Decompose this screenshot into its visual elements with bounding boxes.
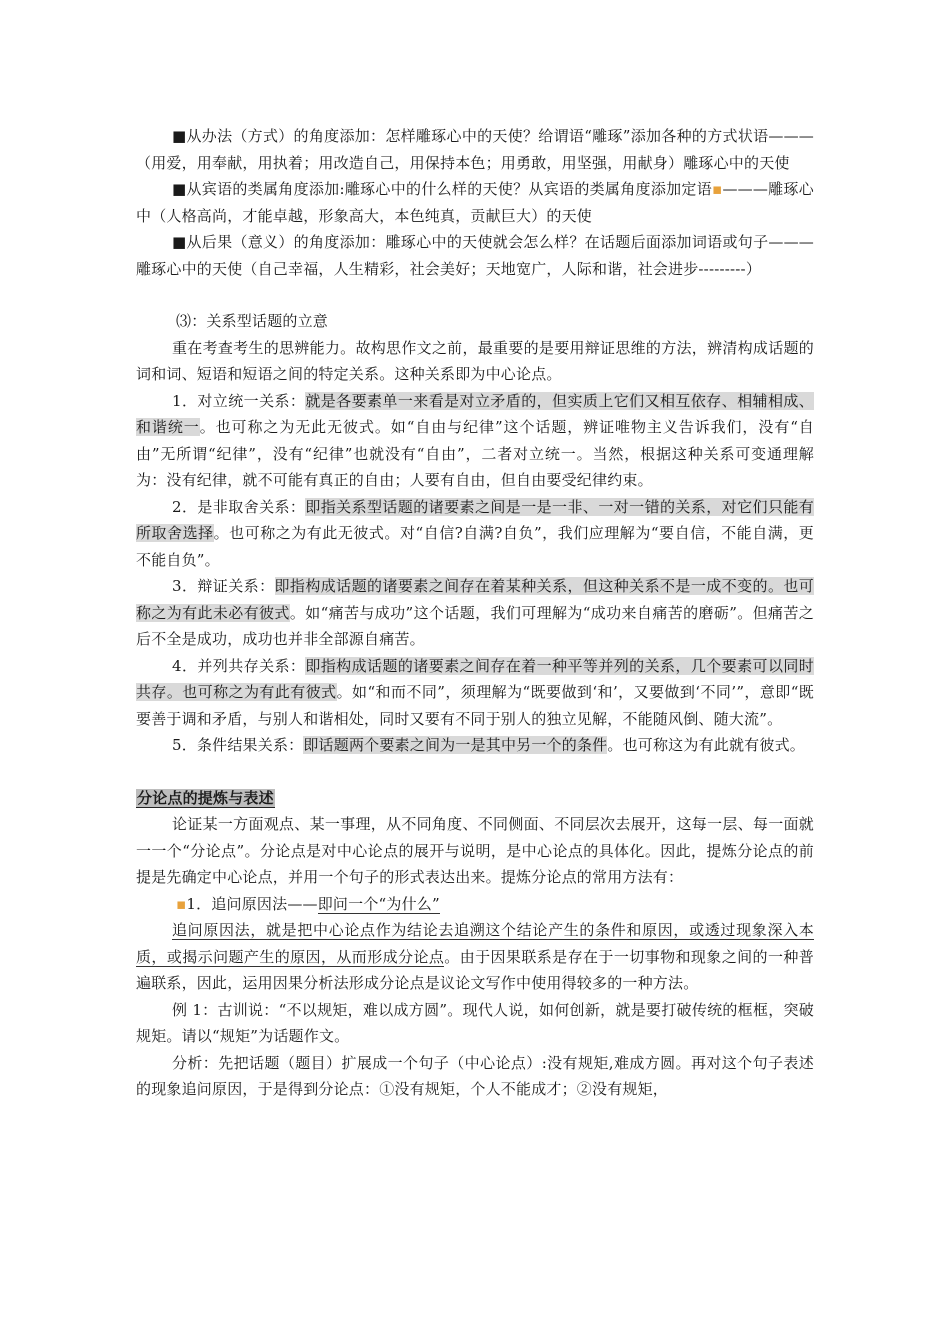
- section-title-sub-arguments: 分论点的提炼与表述: [137, 788, 274, 807]
- paragraph-sub-intro: 论证某一方面观点、某一事理，从不同角度、不同侧面、不同层次去展开，这每一层、每一面就一一个“分论点”。分论点是对中心论点的展开与说明，是中心论点的具体化。因此，提炼分论点的前提是先确定中心论点，并用一个句子的形式表达出来。提炼分论点的常用方法有：: [136, 815, 814, 886]
- highlight: 即指构成话题的诸要素之间存在着一种平等并列的关系，几个要素可以同时共存。也可称之为有此有彼式: [136, 656, 814, 701]
- cursor-mark: ▪: [712, 180, 723, 198]
- paragraph-method-angle: ■从办法（方式）的角度添加：怎样雕琢心中的天使？给谓语“雕琢”添加各种的方式状语———（用爱，用奉献，用执着；用改造自己，用保持本色；用勇敢，用坚强，用献身）雕琢心中的天使: [136, 127, 814, 172]
- paragraph-ask-why: 追问原因法，就是把中心论点作为结论去追溯这个结论产生的条件和原因，或透过现象深入本质，或揭示问题产生的原因，从而形成分论点。由于因果联系是存在于一切事物和现象之间的一种普遍联系，因此，运用因果分析法形成分论点是议论文写作中使用得较多的一种方法。: [136, 921, 814, 992]
- item-condition-result: 5．条件结果关系：即话题两个要素之间为一是其中另一个的条件。也可称这为有此就有彼式。: [172, 736, 805, 754]
- highlight: 即指关系型话题的诸要素之间是一是一非、一对一错的关系，对它们只能有所取舍选择: [136, 497, 814, 542]
- highlight: 即指构成话题的诸要素之间存在着某种关系，但这种关系不是一成不变的。也可称之为有此未必有彼式: [136, 577, 814, 622]
- item-dialectical: 3．辩证关系：即指构成话题的诸要素之间存在着某种关系，但这种关系不是一成不变的。也可称之为有此未必有彼式。如“痛苦与成功”这个话题，我们可理解为“成功来自痛苦的磨砺”。但痛苦之后不全是成功，成功也并非全部源自痛苦。: [136, 577, 814, 648]
- item-unity-of-opposites: 1．对立统一关系：就是各要素单一来看是对立矛盾的，但实质上它们又相互依存、相辅相成、和谐统一。也可称之为无此无彼式。如“自由与纪律”这个话题，辨证唯物主义告诉我们，没有“自由”无所谓“纪律”，没有“纪律”也就没有“自由”，二者对立统一。当然，根据这种关系可变通理解为：没有纪律，就不可能有真正的自由；人要有自由，但自由要受纪律约束。: [136, 391, 814, 489]
- section-heading-relation: ⑶：关系型话题的立意: [176, 312, 329, 330]
- paragraph-relation-intro: 重在考查考生的思辨能力。故构思作文之前，最重要的是要用辩证思维的方法，辨清构成话题的词和词、短语和短语之间的特定关系。这种关系即为中心论点。: [136, 338, 814, 383]
- highlight: 就是各要素单一来看是对立矛盾的，但实质上它们又相互依存、相辅相成、和谐统一: [136, 391, 814, 436]
- cursor-mark: ▪: [176, 894, 187, 913]
- analysis: 分析：先把话题（题目）扩展成一个句子（中心论点）:没有规矩,难成方圆。再对这个句子表述的现象追问原因，于是得到分论点：①没有规矩，个人不能成才；②没有规矩，: [136, 1053, 814, 1098]
- paragraph-object-angle: ■从宾语的类属角度添加:雕琢心中的什么样的天使？从宾语的类属角度添加定语▪———雕琢心中（人格高尚，才能卓越，形象高大，本色纯真，贡献巨大）的天使: [136, 180, 814, 225]
- document-body: [136, 123, 814, 1103]
- highlight: 即话题两个要素之间为一是其中另一个的条件: [303, 736, 608, 754]
- method-ask-why: ▪1．追问原因法——即问一个“为什么”: [176, 894, 440, 913]
- item-coexistence: 4．并列共存关系：即指构成话题的诸要素之间存在着一种平等并列的关系，几个要素可以同时共存。也可称之为有此有彼式。如“和而不同”，须理解为“既要做到‘和’，又要做到‘不同’”，意即“既要善于调和矛盾，与别人和谐相处，同时又要有不同于别人的独立见解，不能随风倒、随大流”。: [136, 656, 814, 728]
- paragraph-result-angle: ■从后果（意义）的角度添加：雕琢心中的天使就会怎么样？在话题后面添加词语或句子———雕琢心中的天使（自己幸福，人生精彩，社会美好；天地宽广，人际和谐，社会进步---------）: [136, 233, 814, 278]
- item-right-wrong: 2．是非取舍关系：即指关系型话题的诸要素之间是一是一非、一对一错的关系，对它们只能有所取舍选择。也可称之为有此无彼式。对“自信?自满?自负”，我们应理解为“要自信，不能自满，更不能自负”。: [136, 497, 814, 569]
- example-1: 例 1：古训说：“不以规矩，难以成方圆”。现代人说，如何创新，就是要打破传统的框框，突破规矩。请以“规矩”为话题作文。: [136, 1000, 814, 1045]
